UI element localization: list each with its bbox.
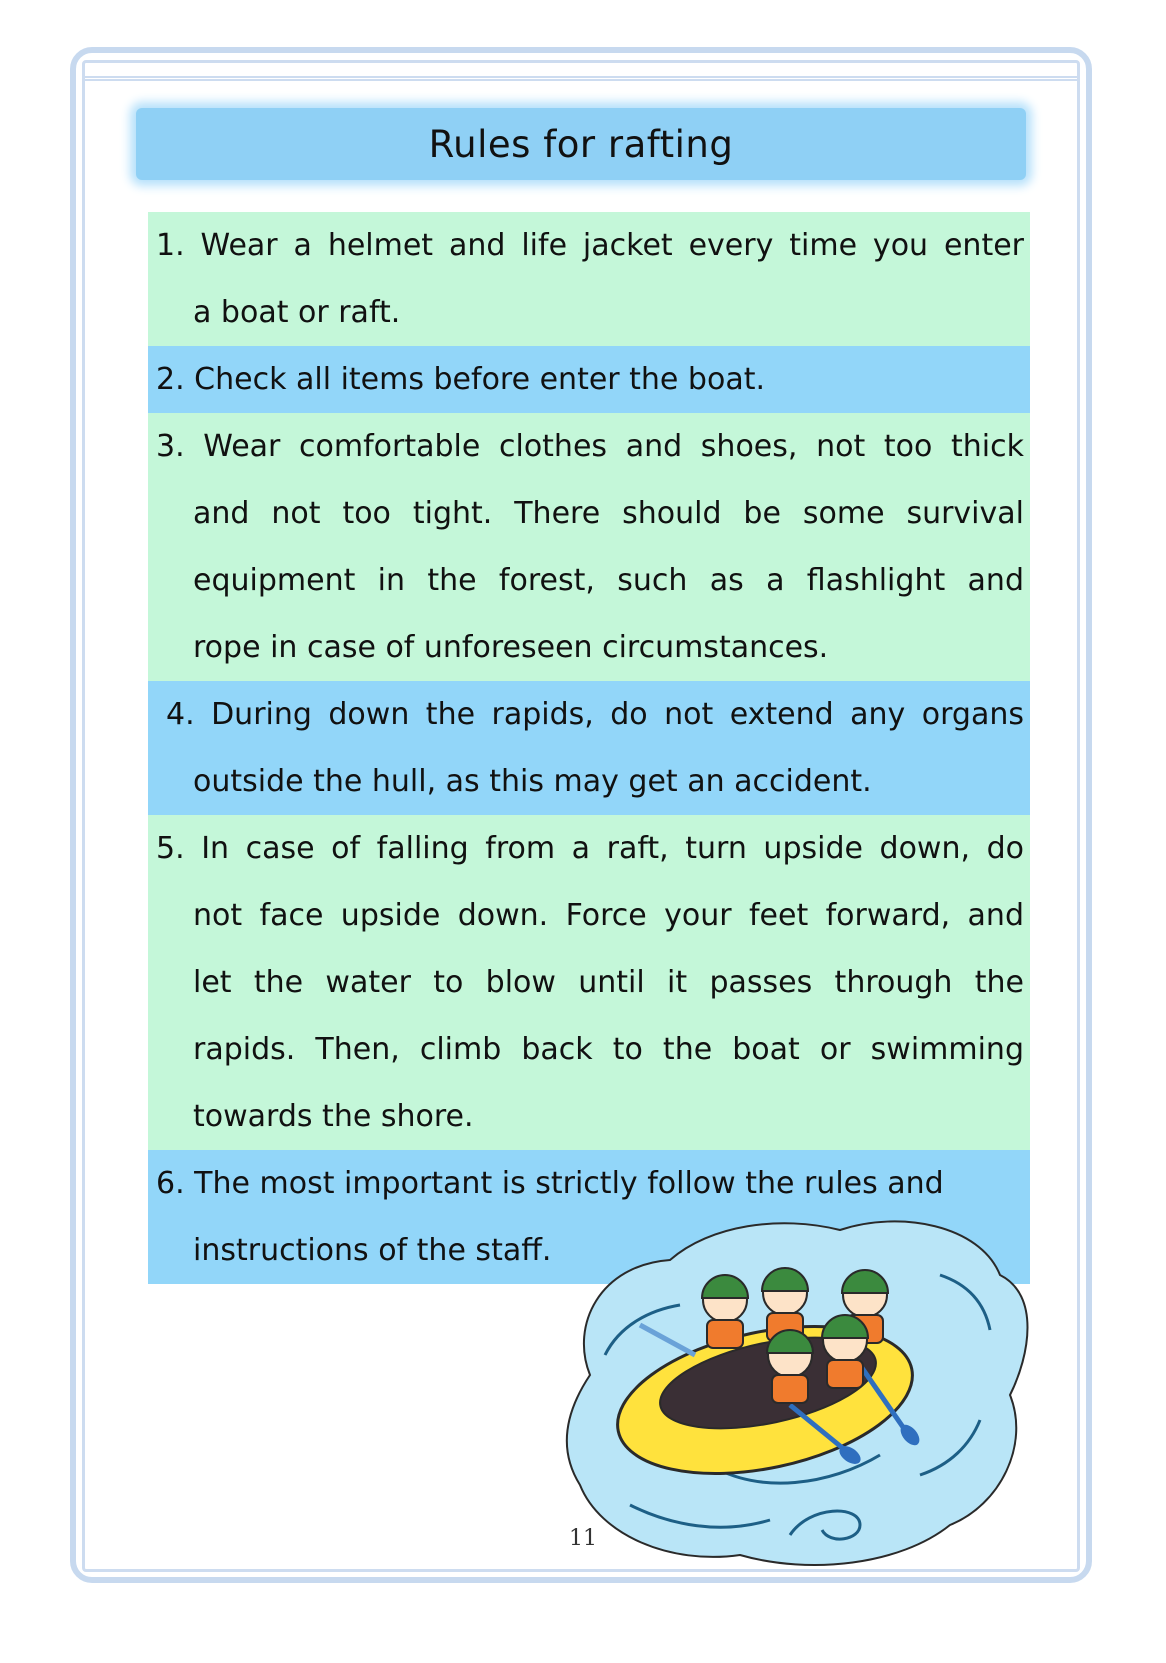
- rule-line: rapids. Then, climb back to the boat or swimming: [193, 1032, 1024, 1067]
- page-number: 11: [569, 1526, 597, 1551]
- rule-line: a boat or raft.: [193, 295, 401, 330]
- rafter: [702, 1275, 748, 1348]
- rule-line: 2. Check all items before enter the boat.: [156, 362, 766, 397]
- rule-item-5: [148, 815, 1030, 1150]
- rule-line: towards the shore.: [193, 1099, 474, 1134]
- rule-item-4: [148, 681, 1030, 815]
- rafter: [822, 1315, 868, 1388]
- rule-line: 3. Wear comfortable clothes and shoes, not too thick: [156, 429, 1024, 464]
- rule-line: outside the hull, as this may get an accident.: [193, 764, 872, 799]
- rule-line: equipment in the forest, such as a flashlight and: [193, 563, 1024, 598]
- rule-line: instructions of the staff.: [193, 1233, 552, 1268]
- title-banner: [136, 108, 1026, 180]
- rafter: [767, 1330, 813, 1403]
- rule-line: 1. Wear a helmet and life jacket every time you enter: [156, 228, 1024, 263]
- page-top-rule: [84, 76, 1078, 81]
- rule-item-3: [148, 413, 1030, 681]
- rule-line: rope in case of unforeseen circumstances.: [193, 630, 829, 665]
- rules-list: [148, 212, 1030, 1284]
- rule-line: 6. The most important is strictly follow the rules and: [156, 1166, 944, 1201]
- rafting-illustration: [560, 1205, 1050, 1575]
- page-title: Rules for rafting: [428, 122, 734, 166]
- rule-line: 5. In case of falling from a raft, turn upside down, do: [156, 831, 1024, 866]
- rule-line: and not too tight. There should be some survival: [193, 496, 1024, 531]
- rule-item-1: [148, 212, 1030, 346]
- rule-line: let the water to blow until it passes through the: [193, 965, 1024, 1000]
- rule-line: 4. During down the rapids, do not extend any organs: [166, 697, 1024, 732]
- rule-item-2: [148, 346, 1030, 413]
- rule-line: not face upside down. Force your feet forward, and: [193, 898, 1024, 933]
